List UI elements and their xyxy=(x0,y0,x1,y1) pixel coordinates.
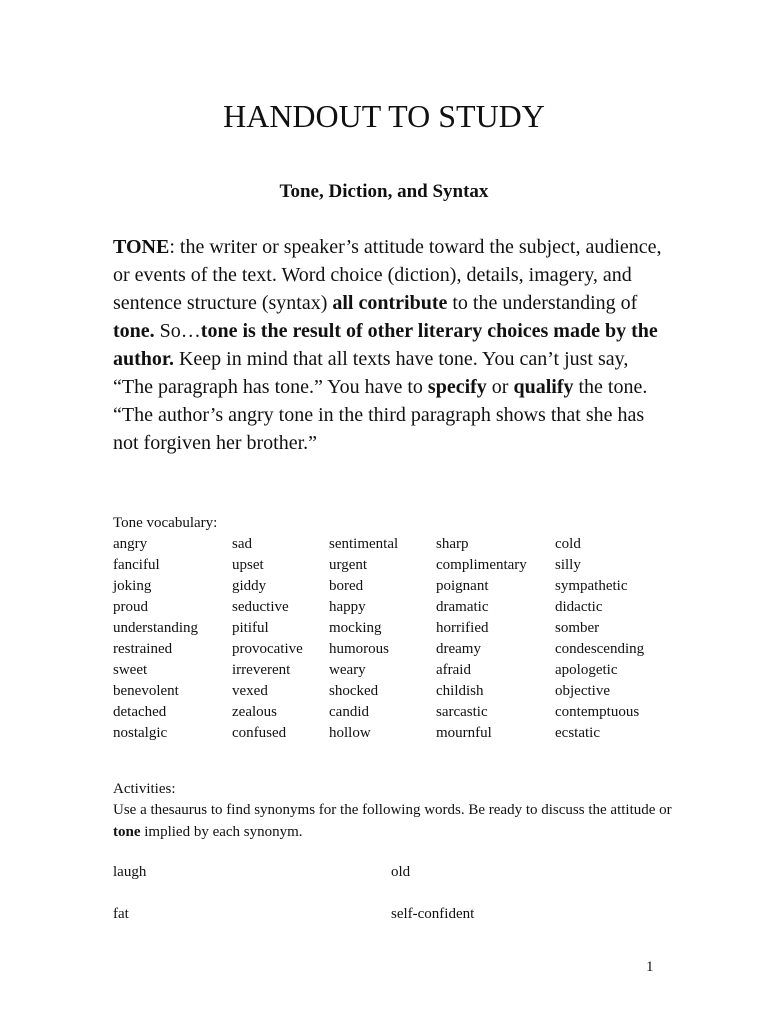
paragraph-text: Keep in mind that all texts have tone. You can’t just say, “The paragraph has tone.” You have to xyxy=(113,348,629,398)
vocabulary-row xyxy=(113,597,673,618)
vocabulary-word: shocked xyxy=(329,683,379,699)
vocabulary-word: proud xyxy=(113,599,148,615)
vocabulary-word: complimentary xyxy=(436,557,527,573)
vocabulary-word: dreamy xyxy=(436,641,481,657)
instructions-text: Use a thesaurus to find synonyms for the following words. Be ready to discuss the attitude or xyxy=(113,802,672,818)
vocabulary-word: understanding xyxy=(113,620,198,636)
vocabulary-word: mocking xyxy=(329,620,382,636)
vocabulary-word: objective xyxy=(555,683,610,699)
vocabulary-word: benevolent xyxy=(113,683,179,699)
vocabulary-word: weary xyxy=(329,662,366,678)
vocabulary-word: afraid xyxy=(436,662,471,678)
vocabulary-row xyxy=(113,639,673,660)
vocabulary-word: humorous xyxy=(329,641,389,657)
instructions-emphasis: tone xyxy=(113,824,141,840)
vocabulary-word: hollow xyxy=(329,725,371,741)
vocabulary-word: apologetic xyxy=(555,662,618,678)
activity-word: laugh xyxy=(113,864,147,880)
activity-word: old xyxy=(391,864,411,880)
activity-word: self-confident xyxy=(391,906,475,922)
vocabulary-word: pitiful xyxy=(232,620,269,636)
vocabulary-word: contemptuous xyxy=(555,704,640,720)
subtitle: Tone, Diction, and Syntax xyxy=(279,181,489,202)
vocabulary-word: sympathetic xyxy=(555,578,628,594)
vocabulary-row xyxy=(113,681,673,702)
vocabulary-word: joking xyxy=(113,578,152,594)
paragraph-emphasis: specify xyxy=(427,376,487,398)
vocabulary-word: restrained xyxy=(113,641,173,657)
vocabulary-word: candid xyxy=(329,704,369,720)
vocabulary-word: ecstatic xyxy=(555,725,600,741)
vocabulary-word: upset xyxy=(232,557,264,573)
vocabulary-word: cold xyxy=(555,536,581,552)
vocabulary-row xyxy=(113,702,673,723)
activity-word: fat xyxy=(113,906,129,922)
vocabulary-word: sarcastic xyxy=(436,704,488,720)
vocabulary-word: irreverent xyxy=(232,662,291,678)
vocabulary-word: seductive xyxy=(232,599,289,615)
paragraph-text: or xyxy=(486,376,514,398)
vocabulary-word: provocative xyxy=(232,641,303,657)
vocabulary-word: nostalgic xyxy=(113,725,168,741)
vocabulary-word: sweet xyxy=(113,662,148,678)
vocabulary-row xyxy=(113,723,673,744)
vocabulary-word: vexed xyxy=(232,683,268,699)
vocabulary-word: somber xyxy=(555,620,600,636)
vocabulary-word: sentimental xyxy=(329,536,399,552)
vocabulary-word: angry xyxy=(113,536,148,552)
vocabulary-word: giddy xyxy=(232,578,267,594)
vocabulary-word: zealous xyxy=(232,704,277,720)
paragraph-emphasis: all contribute xyxy=(332,292,448,314)
paragraph-emphasis: tone is the result of other literary choices made by the author. xyxy=(113,320,658,370)
activities-heading: Activities: xyxy=(113,781,176,797)
vocabulary-word: dramatic xyxy=(436,599,489,615)
paragraph-emphasis: qualify xyxy=(513,376,574,398)
page-number: 1 xyxy=(646,959,654,975)
vocabulary-word: horrified xyxy=(436,620,489,636)
paragraph-text: So… xyxy=(154,320,201,342)
vocabulary-word: urgent xyxy=(329,557,368,573)
vocabulary-word: childish xyxy=(436,683,484,699)
paragraph-text: to the understanding of xyxy=(447,292,638,314)
paragraph-text: the tone. “The author’s angry tone in the third paragraph shows that she has not forgiven her brother.” xyxy=(113,376,648,454)
vocabulary-row xyxy=(113,576,673,597)
vocabulary-word: poignant xyxy=(436,578,489,594)
page-title: HANDOUT TO STUDY xyxy=(223,98,545,134)
vocabulary-word: silly xyxy=(555,557,581,573)
vocabulary-word: confused xyxy=(232,725,287,741)
paragraph-emphasis: tone. xyxy=(113,320,155,342)
vocabulary-word: mournful xyxy=(436,725,492,741)
vocabulary-word: detached xyxy=(113,704,167,720)
tone-vocabulary-list xyxy=(113,534,673,744)
tone-vocabulary-heading: Tone vocabulary: xyxy=(113,515,218,531)
vocabulary-word: bored xyxy=(329,578,364,594)
vocabulary-word: happy xyxy=(329,599,366,615)
vocabulary-row xyxy=(113,534,673,555)
vocabulary-word: sharp xyxy=(436,536,469,552)
vocabulary-word: sad xyxy=(232,536,252,552)
vocabulary-row xyxy=(113,555,673,576)
vocabulary-word: condescending xyxy=(555,641,645,657)
vocabulary-word: fanciful xyxy=(113,557,160,573)
vocabulary-word: didactic xyxy=(555,599,603,615)
vocabulary-row xyxy=(113,660,673,681)
vocabulary-row xyxy=(113,618,673,639)
tone-definition-paragraph xyxy=(113,233,673,457)
instructions-text: implied by each synonym. xyxy=(140,824,303,840)
tone-term: TONE xyxy=(113,236,170,258)
paragraph-text: : the writer or speaker’s attitude toward the subject, audience, or events of the text. Word choice (diction), details, imagery, and sentence structure (syntax) xyxy=(113,236,662,314)
activities-instructions xyxy=(113,799,673,843)
